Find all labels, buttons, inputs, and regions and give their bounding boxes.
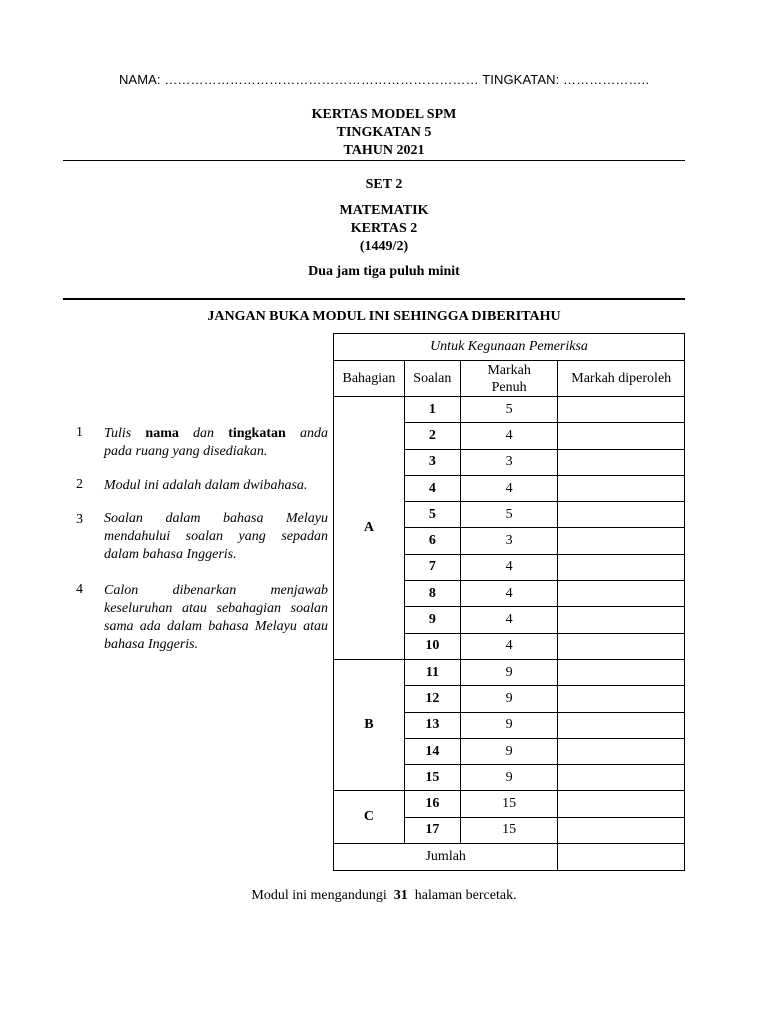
table-row: [334, 659, 685, 685]
section-label: C: [334, 791, 405, 844]
duration-label: Dua jam tiga puluh minit: [308, 264, 460, 279]
question-number: 4: [404, 475, 460, 501]
marks-obtained-input[interactable]: [558, 528, 685, 554]
marks-obtained-input[interactable]: [558, 475, 685, 501]
instruction-1-word: Tulis: [104, 426, 132, 441]
instruction-3: Soalan dalam bahasa Melayu mendahului soalan yang sepadan dalam bahasa Inggeris.: [104, 511, 328, 562]
question-number: 11: [404, 659, 460, 685]
full-marks: 4: [460, 633, 558, 659]
instruction-1-word: anda: [299, 426, 328, 441]
header-bahagian: Bahagian: [334, 361, 405, 397]
full-marks: 5: [460, 397, 558, 423]
marks-obtained-input[interactable]: [558, 659, 685, 685]
header-markah-penuh-2: Penuh: [491, 379, 527, 395]
instruction-number: 1: [76, 425, 83, 440]
table-row: [334, 791, 685, 817]
page-count-note: [0, 888, 768, 904]
question-number: 5: [404, 502, 460, 528]
full-marks: 4: [460, 581, 558, 607]
tingkatan-label: TINGKATAN:: [482, 72, 560, 87]
question-number: 16: [404, 791, 460, 817]
full-marks: 15: [460, 791, 558, 817]
full-marks: 3: [460, 528, 558, 554]
divider-top: [63, 160, 685, 161]
marks-obtained-input[interactable]: [558, 449, 685, 475]
marks-obtained-input[interactable]: [558, 633, 685, 659]
marks-obtained-input[interactable]: [558, 817, 685, 843]
header-soalan: Soalan: [404, 361, 460, 397]
section-label: B: [334, 659, 405, 790]
paper-code: (1449/2): [359, 239, 409, 254]
marks-obtained-input[interactable]: [558, 791, 685, 817]
marks-obtained-input[interactable]: [558, 607, 685, 633]
tingkatan-field[interactable]: ………………..: [563, 72, 650, 87]
marks-obtained-input[interactable]: [558, 502, 685, 528]
instruction-number: 3: [76, 512, 83, 527]
instruction-number: 2: [76, 477, 83, 492]
question-number: 3: [404, 449, 460, 475]
instruction-4: Calon dibenarkan menjawab keseluruhan atau sebahagian soalan sama ada dalam bahasa Melayu atau bahasa Inggeris.: [104, 583, 328, 652]
question-number: 2: [404, 423, 460, 449]
table-row: [334, 397, 685, 423]
section-label: A: [334, 397, 405, 660]
title-line-3: TAHUN 2021: [343, 143, 425, 158]
instruction-1-bold-nama: nama: [145, 426, 179, 441]
page-count-pre: Modul ini mengandungi: [251, 888, 387, 903]
title-line-2: TINGKATAN 5: [336, 125, 432, 140]
title-line-1: KERTAS MODEL SPM: [311, 107, 457, 122]
question-number: 9: [404, 607, 460, 633]
full-marks: 4: [460, 607, 558, 633]
question-number: 6: [404, 528, 460, 554]
question-number: 7: [404, 554, 460, 580]
marks-obtained-input[interactable]: [558, 765, 685, 791]
name-line: [0, 72, 768, 87]
full-marks: 9: [460, 712, 558, 738]
total-input[interactable]: [558, 844, 685, 871]
instruction-2: Modul ini adalah dalam dwibahasa.: [104, 478, 308, 493]
marks-obtained-input[interactable]: [558, 581, 685, 607]
marks-obtained-input[interactable]: [558, 712, 685, 738]
question-number: 10: [404, 633, 460, 659]
full-marks: 4: [460, 475, 558, 501]
marks-obtained-input[interactable]: [558, 423, 685, 449]
nama-label: NAMA:: [118, 72, 161, 87]
table-caption: Untuk Kegunaan Pemeriksa: [334, 334, 685, 361]
set-label: SET 2: [365, 177, 403, 192]
paper-label: KERTAS 2: [350, 221, 418, 236]
header-markah-penuh: [460, 361, 558, 397]
question-number: 1: [404, 397, 460, 423]
instruction-1-word: dan: [193, 426, 215, 441]
instruction-1-line2: pada ruang yang disediakan.: [104, 444, 268, 459]
page-count-post: halaman bercetak.: [414, 888, 517, 903]
header-markah-penuh-1: Markah: [487, 362, 531, 378]
full-marks: 9: [460, 659, 558, 685]
full-marks: 15: [460, 817, 558, 843]
full-marks: 3: [460, 449, 558, 475]
subject-label: MATEMATIK: [339, 203, 429, 218]
total-label: Jumlah: [334, 844, 558, 871]
full-marks: 9: [460, 765, 558, 791]
question-number: 13: [404, 712, 460, 738]
full-marks: 5: [460, 502, 558, 528]
full-marks: 9: [460, 686, 558, 712]
instruction-1-bold-tingkatan: tingkatan: [228, 426, 286, 441]
full-marks: 4: [460, 423, 558, 449]
question-number: 15: [404, 765, 460, 791]
question-number: 14: [404, 738, 460, 764]
nama-field[interactable]: ………………………………………………………………: [164, 72, 479, 87]
page-count-number: 31: [393, 888, 408, 903]
instruction-1: [104, 425, 328, 461]
full-marks: 4: [460, 554, 558, 580]
question-number: 8: [404, 581, 460, 607]
divider-bottom: [63, 298, 685, 300]
marks-obtained-input[interactable]: [558, 554, 685, 580]
question-number: 17: [404, 817, 460, 843]
question-number: 12: [404, 686, 460, 712]
header-markah-diperoleh: Markah diperoleh: [558, 361, 685, 397]
full-marks: 9: [460, 738, 558, 764]
marks-obtained-input[interactable]: [558, 738, 685, 764]
marks-obtained-input[interactable]: [558, 686, 685, 712]
examiner-table: [333, 333, 685, 871]
warning-label: JANGAN BUKA MODUL INI SEHINGGA DIBERITAHU: [207, 309, 561, 324]
marks-obtained-input[interactable]: [558, 397, 685, 423]
instruction-number: 4: [76, 582, 83, 597]
